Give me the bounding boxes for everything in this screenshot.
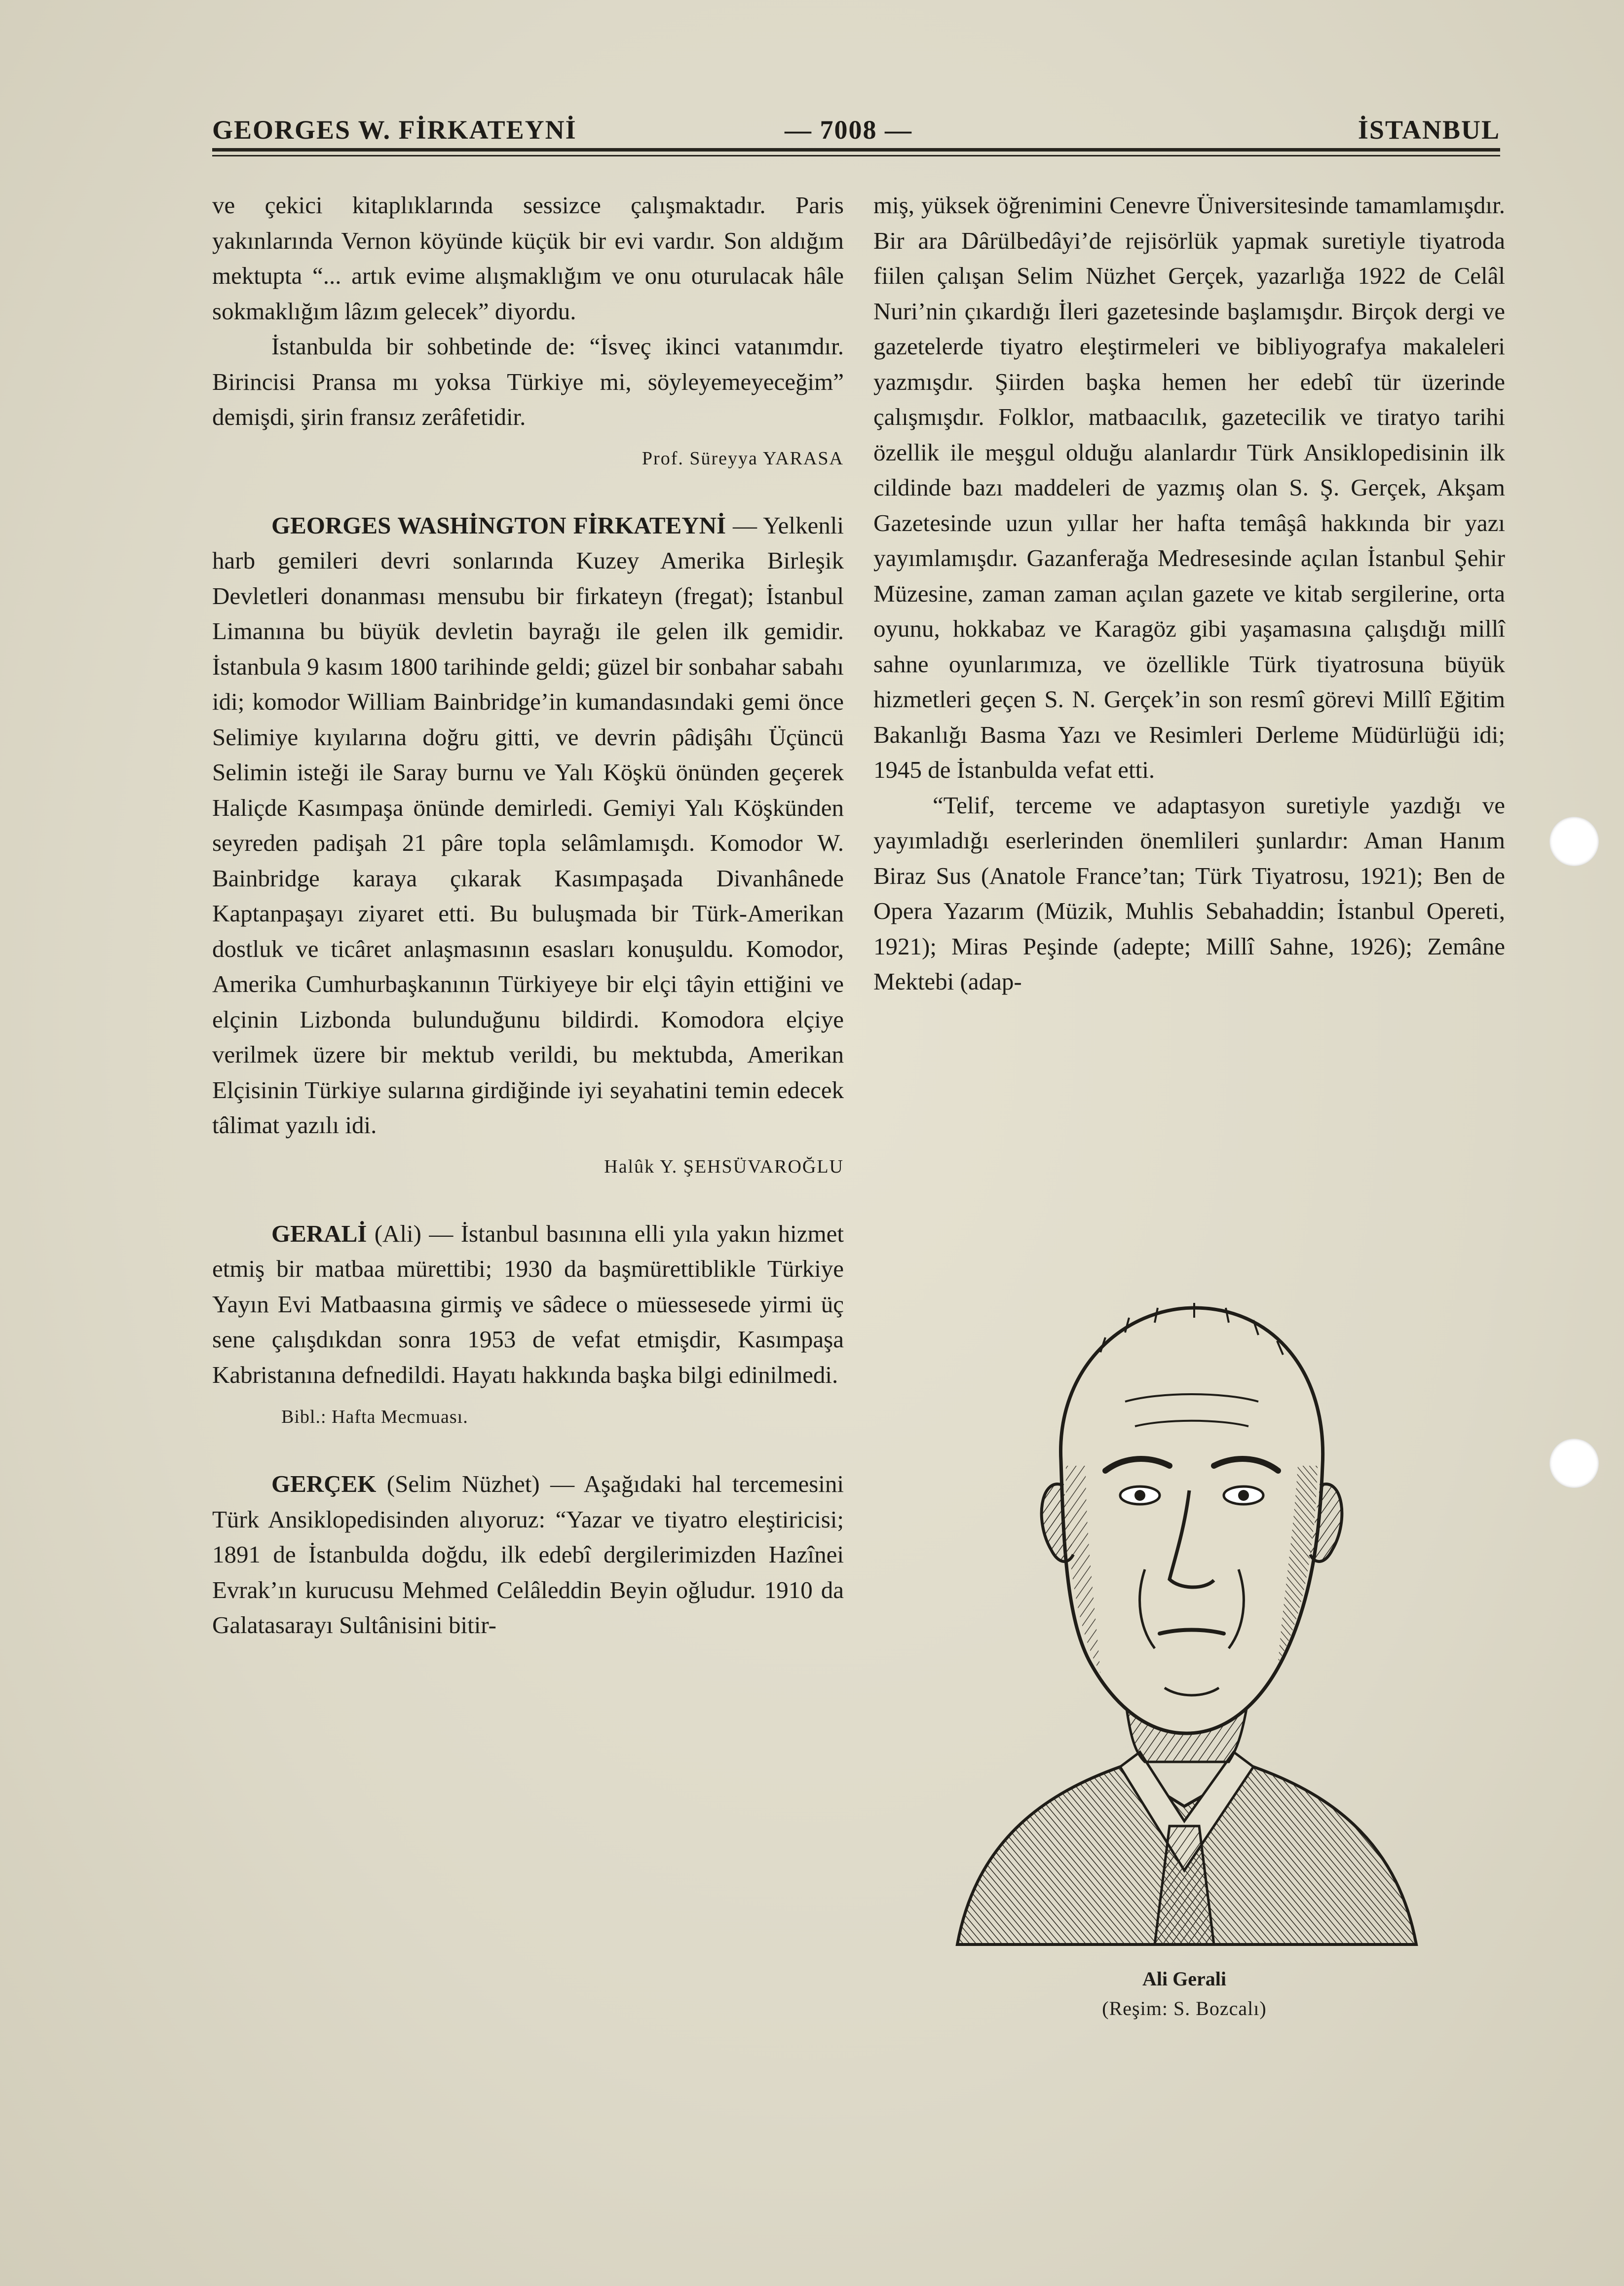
intro-paragraph-1: ve çekici kitaplıklarında sessizce çalışmaktadır. Paris yakınlarında Vernon köyünde küçük bir evi vardır. Son aldığım mektupta “... artık evime alışmaklığım ve onu oturulacak hâle sokmaklığım lâzım gelecek” diyordu.: [212, 191, 844, 325]
gercek-works: “Telif, terceme ve adaptasyon suretiyle yazdığı ve yayımladığı eserlerinden önemlileri şunlardır: Aman Hanım Biraz Sus (Anatole France’tan; Türk Tiyatrosu, 1921); Ben de Opera Yazarım (Müzik, Muhlis Sebahaddin; İstanbul Opereti, 1921); Miras Peşinde (adepte; Millî Sahne, 1926); Zemâne Mektebi (adap-: [873, 791, 1505, 995]
entry-firkateyn: [212, 508, 844, 1143]
gercek-continuation: miş, yüksek öğrenimini Cenevre Üniversitesinde tamamlamışdır. Bir ara Dârülbedâyi’de rejisörlük yapmak suretiyle tiyatroda fiilen çalışan Selim Nüzhet Gerçek, yazarlığa 1922 de Celâl Nuri’nin çıkardığı İleri gazetesinde başlamışdır. Birçok dergi ve gazetelerde tiyatro eleştirmeleri ve bibliyografya makaleleri yazmışdır. Şiirden başka hemen her edebî tür üzerinde çalışmışdır. Folklor, matbaacılık, gazetecilik ve tiratyo tarihi özellik ile meşgul olduğu alanlardır Türk Ansiklopedisinin ilk cildinde bazı maddeleri de yazmış olan S. Ş. Gerçek, Akşam Gazetesinde uzun yıllar her hafta temâşâ hakkında bir yazı yayımlamışdır. Gazanferağa Medresesinde açılan İstanbul Şehir Müzesine, zaman zaman açılan gazete ve kitab sergilerine, orta oyunu, hokkabaz ve Karagöz gibi yaşamasına çalışdığı millî sahne oyunlarımıza, ve özellikle Türk tiyatrosuna büyük hizmetleri geçen S. N. Gerçek’in son resmî görevi Millî Eğitim Bakanlığı Basma Yazı ve Resimleri Derleme Müdürlüğü idi; 1945 de İstanbulda vefat etti.: [873, 191, 1505, 783]
entry-gerali: [212, 1216, 844, 1393]
portrait-caption: [938, 1964, 1431, 2023]
left-column: [212, 188, 844, 1643]
header-left-title: GEORGES W. FİRKATEYNİ: [212, 115, 577, 145]
gerali-bibliography: Bibl.: Hafta Mecmuası.: [281, 1407, 468, 1427]
punch-hole-upper: [1549, 817, 1599, 866]
intro-paragraph-2: İstanbulda bir sohbetinde de: “İsveç ikinci vatanımdır. Birincisi Pransa mı yoksa Türkiye mi, söyleyemeyeceğim” demişdi, şirin fransız zerâfetidir.: [212, 333, 844, 430]
punch-hole-lower: [1549, 1439, 1599, 1488]
entry-firkateyn-title: GEORGES WASHİNGTON FİRKATEYNİ: [271, 511, 726, 539]
page-number: — 7008 —: [785, 115, 912, 145]
header-rule-thick: [212, 148, 1500, 152]
entry-gercek-body: (Selim Nüzhet) — Aşağıdaki hal tercemesini Türk Ansiklopedisinden alıyoruz: “Yazar ve tiyatro eleştiricisi; 1891 de İstanbulda doğdu, ilk edebî dergilerimizden Hazînei Evrak’ın kurucusu Mehmed Celâleddin Beyin oğludur. 1910 da Galatasarayı Sultânisini bitir-: [212, 1470, 844, 1638]
intro-signature: Prof. Süreyya YARASA: [642, 448, 844, 469]
page-header: [212, 114, 1500, 149]
header-rule-thin: [212, 155, 1500, 156]
entry-firkateyn-body: — Yelkenli harb gemileri devri sonlarında Kuzey Amerika Birleşik Devletleri donanması mensubu bir firkateyn (fregat); İstanbul Limanına bu büyük devletin bayrağı ile gelen ilk gemidir. İstanbula 9 kasım 1800 tarihinde geldi; güzel bir sonbahar sabahı idi; komodor William Bainbridge’in kumandasındaki gemi önce Selimiye kıyılarına doğru gitti, ve devrin pâdişâhı Üçüncü Selimin isteği ile Saray burnu ve Yalı Köşkü önünden geçerek Haliçde Kasımpaşa önünde demirledi. Gemiyi Yalı Köşkünden seyreden padişah 21 pâre topla selâmlamışdı. Komodor W. Bainbridge karaya çıkarak Kasımpaşada Divanhânede Kaptanpaşayı ziyaret etti. Bu buluşmada bir Türk-Amerikan dostluk ve ticâret anlaşmasının esasları konuşuldu. Komodor, Amerika Cumhurbaşkanının Türkiyeye bir elçi tâyin ettiğini ve elçinin Lizbonda bulunduğunu bildirdi. Komodora elçiye verilmek üzere bir mektub verildi, bu mektubda, Amerikan Elçisinin Türkiye sularına girdiğinde iyi seyahatini temin edecek tâlimat yazılı idi.: [212, 511, 844, 1139]
entry-gerali-title: GERALİ: [271, 1219, 367, 1247]
header-right-title: İSTANBUL: [1358, 115, 1500, 145]
caption-name: Ali Gerali: [1142, 1968, 1226, 1990]
entry-gercek-title: GERÇEK: [271, 1470, 377, 1497]
entry-gerali-body: (Ali) — İstanbul basınına elli yıla yakın hizmet etmiş bir matbaa mürettibi; 1930 da başmürettiblikle Türkiye Yayın Evi Matbaasına girmiş ve sâdece o müessesede yirmi üç sene çalışdıkdan sonra 1953 de vefat etmişdir, Kasımpaşa Kabristanına defnedildi. Hayatı hakkında başka bilgi edinilmedi.: [212, 1219, 844, 1388]
caption-credit: (Reşim: S. Bozcalı): [1102, 1997, 1267, 2019]
firkateyn-signature: Halûk Y. ŞEHSÜVAROĞLU: [604, 1156, 844, 1177]
right-column: [873, 188, 1505, 999]
portrait-illustration: [938, 1254, 1431, 1949]
entry-gercek: [212, 1466, 844, 1643]
